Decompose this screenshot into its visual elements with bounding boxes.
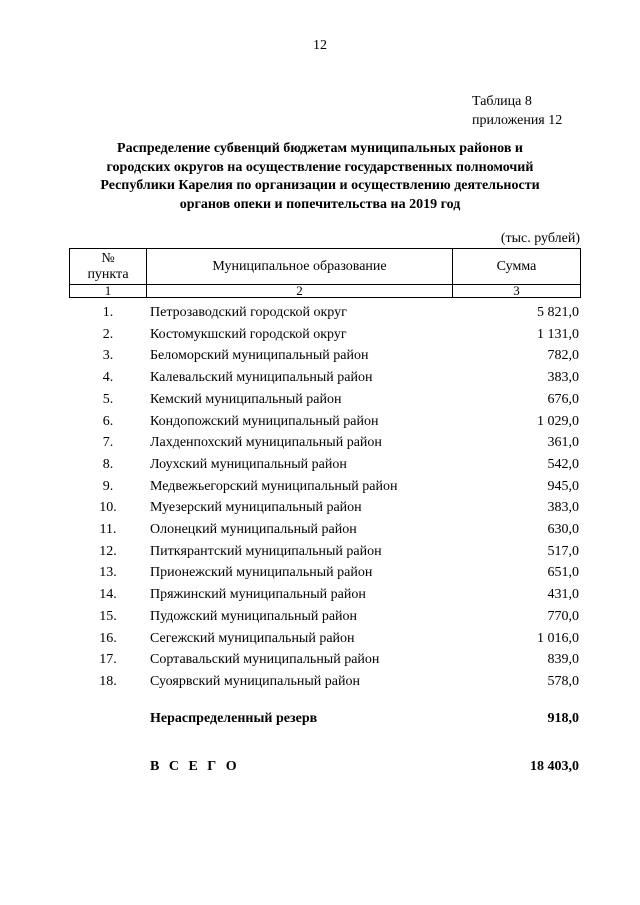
row-municipality: Лахденпохский муниципальный район bbox=[150, 435, 382, 451]
table-row bbox=[69, 671, 581, 693]
row-sum: 383,0 bbox=[547, 500, 579, 516]
row-number: 1. bbox=[102, 305, 114, 320]
row-sum: 945,0 bbox=[547, 478, 579, 494]
row-municipality: Лоухский муниципальный район bbox=[150, 456, 347, 472]
title-line: Республики Карелия по организации и осуществлению деятельности bbox=[100, 178, 540, 193]
total-sum: 18 403,0 bbox=[530, 759, 579, 774]
reserve-label: Нераспределенный резерв bbox=[150, 711, 318, 726]
table-row bbox=[69, 432, 581, 454]
title-line: городских округов на осуществление государственных полномочий bbox=[106, 159, 534, 175]
table-row bbox=[69, 584, 581, 606]
table-row bbox=[69, 606, 581, 628]
column-number: 1 bbox=[70, 285, 147, 298]
row-number: 17. bbox=[99, 652, 117, 668]
row-number: 9. bbox=[102, 478, 114, 494]
row-number: 8. bbox=[102, 456, 114, 472]
appendix-table-label: Таблица 8 bbox=[472, 94, 532, 109]
row-sum: 5 821,0 bbox=[537, 305, 579, 320]
row-municipality: Сегежский муниципальный район bbox=[150, 630, 355, 646]
table-body bbox=[69, 302, 581, 693]
header-num bbox=[70, 249, 147, 285]
row-number: 6. bbox=[102, 413, 114, 429]
table-row bbox=[69, 562, 581, 584]
table-row bbox=[69, 476, 581, 498]
row-municipality: Кондопожский муниципальный район bbox=[150, 413, 379, 429]
row-sum: 651,0 bbox=[547, 565, 579, 581]
row-number: 10. bbox=[99, 500, 117, 516]
row-municipality: Пряжинский муниципальный район bbox=[150, 587, 366, 603]
table-row bbox=[69, 541, 581, 563]
row-municipality: Олонецкий муниципальный район bbox=[150, 522, 357, 538]
row-number: 13. bbox=[99, 565, 117, 581]
title-line: органов опеки и попечительства на 2019 год bbox=[179, 196, 461, 212]
appendix-annex-label: приложения 12 bbox=[472, 113, 563, 128]
table-row bbox=[69, 497, 581, 519]
reserve-sum: 918,0 bbox=[547, 711, 579, 726]
row-municipality: Прионежский муниципальный район bbox=[150, 565, 373, 581]
table-row bbox=[69, 649, 581, 671]
document-title bbox=[60, 140, 580, 214]
row-sum: 839,0 bbox=[547, 652, 579, 668]
row-number: 14. bbox=[99, 587, 117, 603]
row-sum: 1 029,0 bbox=[537, 413, 579, 429]
table-row bbox=[69, 302, 581, 324]
table-row bbox=[69, 411, 581, 433]
row-municipality: Медвежьегорский муниципальный район bbox=[150, 478, 398, 494]
header-num-word: пункта bbox=[87, 266, 129, 282]
row-municipality: Костомукшский городской округ bbox=[150, 326, 347, 342]
row-municipality: Питкярантский муниципальный район bbox=[150, 543, 382, 559]
table-row bbox=[69, 519, 581, 541]
page-number: 12 bbox=[313, 38, 327, 53]
row-municipality: Сортавальский муниципальный район bbox=[150, 652, 380, 668]
row-sum: 383,0 bbox=[547, 370, 579, 386]
row-number: 16. bbox=[99, 630, 117, 646]
row-number: 2. bbox=[102, 326, 114, 342]
row-sum: 361,0 bbox=[547, 435, 579, 451]
row-sum: 1 016,0 bbox=[537, 630, 579, 646]
row-municipality: Муезерский муниципальный район bbox=[150, 500, 362, 516]
row-sum: 630,0 bbox=[547, 522, 579, 538]
table-row bbox=[69, 628, 581, 650]
row-number: 3. bbox=[102, 348, 114, 364]
row-sum: 770,0 bbox=[547, 608, 579, 624]
table-row bbox=[69, 367, 581, 389]
reserve-row bbox=[69, 711, 581, 727]
row-number: 15. bbox=[99, 608, 117, 624]
row-number: 5. bbox=[102, 391, 114, 407]
header-num-symbol: № bbox=[101, 250, 115, 266]
column-number-row bbox=[70, 285, 581, 298]
table-row bbox=[69, 324, 581, 346]
row-municipality: Пудожский муниципальный район bbox=[150, 608, 358, 624]
row-sum: 517,0 bbox=[547, 543, 579, 559]
table-row bbox=[69, 454, 581, 476]
row-municipality: Калевальский муниципальный район bbox=[150, 370, 373, 386]
total-label: В С Е Г О bbox=[150, 759, 240, 774]
row-municipality: Суоярвский муниципальный район bbox=[150, 673, 360, 689]
row-sum: 578,0 bbox=[547, 673, 579, 689]
column-number: 2 bbox=[147, 285, 453, 298]
appendix-reference bbox=[472, 92, 562, 130]
table-header bbox=[69, 248, 581, 298]
title-line: Распределение субвенций бюджетам муниципальных районов и bbox=[117, 141, 523, 156]
row-number: 18. bbox=[99, 673, 117, 689]
row-number: 11. bbox=[99, 522, 117, 538]
row-sum: 782,0 bbox=[547, 348, 579, 364]
row-sum: 431,0 bbox=[547, 587, 579, 603]
row-municipality: Петрозаводский городской округ bbox=[150, 305, 347, 320]
row-sum: 676,0 bbox=[547, 391, 579, 407]
total-row bbox=[69, 759, 581, 775]
header-sum: Сумма bbox=[453, 249, 581, 285]
row-sum: 542,0 bbox=[547, 456, 579, 472]
row-municipality: Кемский муниципальный район bbox=[150, 391, 342, 407]
header-name: Муниципальное образование bbox=[147, 249, 453, 285]
row-number: 4. bbox=[102, 370, 114, 386]
header-row bbox=[70, 249, 581, 285]
row-number: 12. bbox=[99, 543, 117, 559]
units-label: (тыс. рублей) bbox=[500, 231, 580, 246]
table-row bbox=[69, 345, 581, 367]
row-municipality: Беломорский муниципальный район bbox=[150, 348, 369, 364]
table-row bbox=[69, 389, 581, 411]
row-sum: 1 131,0 bbox=[537, 326, 579, 342]
column-number: 3 bbox=[453, 285, 581, 298]
row-number: 7. bbox=[102, 435, 114, 451]
